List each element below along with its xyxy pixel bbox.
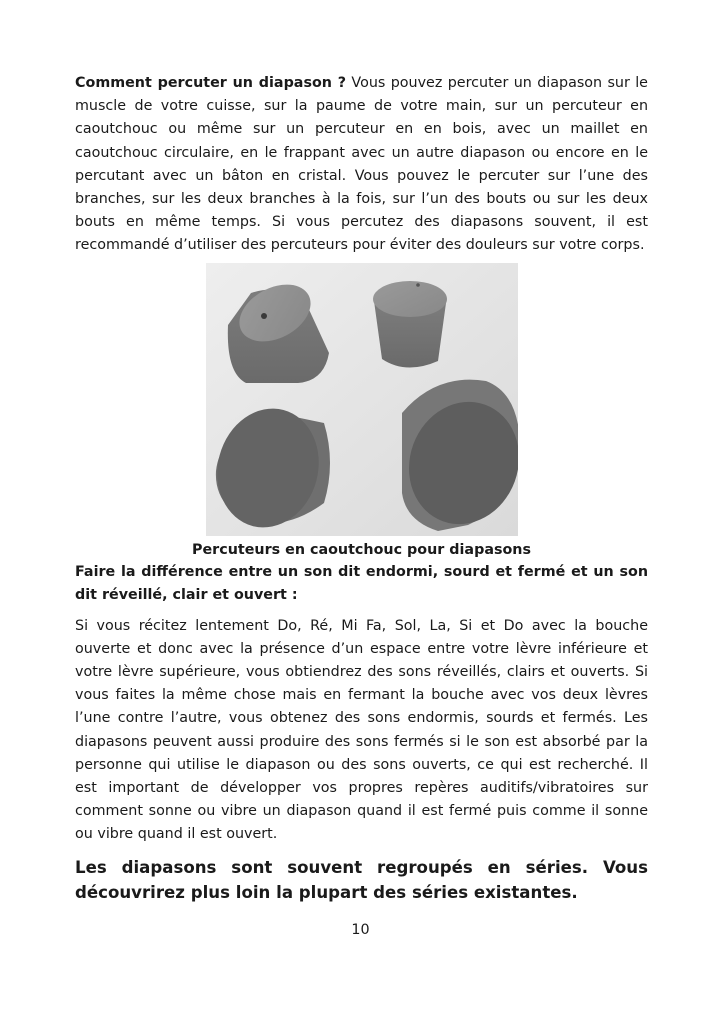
intro-lead: Comment percuter un diapason ? xyxy=(75,75,347,91)
page-number: 10 xyxy=(351,922,370,938)
figure-caption: Percuteurs en caoutchouc pour diapasons xyxy=(192,541,531,558)
intro-body: Vous pouvez percuter un diapason sur le muscle de votre cuisse, sur la paume de votre main, sur un percuteur en caoutchouc ou même sur un percuteur en en bois, avec un maillet en caoutchouc circulaire, en le frappant avec un autre diapason ou encore en le percutant avec un bâton en cristal. Vous pouvez le percuter sur l’une des branches, sur les deux branches à la fois, sur l’un des bouts ou sur les deux bouts en même temps. Si vous percutez des diapasons souvent, il est recommandé d’utiliser des percuteurs pour éviter des douleurs sur votre corps. xyxy=(75,75,648,254)
figure xyxy=(75,263,648,561)
closing-statement: Les diapasons sont souvent regroupés en séries. Vous découvrirez plus loin la plupart des séries existantes. xyxy=(75,857,648,902)
section-paragraph: Si vous récitez lentement Do, Ré, Mi Fa, Sol, La, Si et Do avec la bouche ouverte et donc avec la présence d’un espace entre votre lèvre inférieure et votre lèvre supérieure, vous obtiendrez des sons réveillés, clairs et ouverts. Si vous faites la même chose mais en fermant la bouche avec vos deux lèvres l’une contre l’autre, vous obtenez des sons endormis, sourds et fermés. Les diapasons peuvent aussi produire des sons fermés si le son est absorbé par la personne qui utilise le diapason ou des sons ouverts, ce qui est recherché. Il est important de développer vos propres repères auditifs/vibratoires sur comment sonne ou vibre un diapason quand il est fermé puis comme il sonne ou vibre quand il est ouvert. xyxy=(75,617,648,843)
striker-top-right xyxy=(373,281,447,368)
document-page xyxy=(75,72,648,905)
intro-paragraph xyxy=(75,72,648,258)
rubber-strikers-photo xyxy=(206,263,518,536)
section-heading: Faire la différence entre un son dit endormi, sourd et fermé et un son dit réveillé, clair et ouvert : xyxy=(75,563,648,603)
